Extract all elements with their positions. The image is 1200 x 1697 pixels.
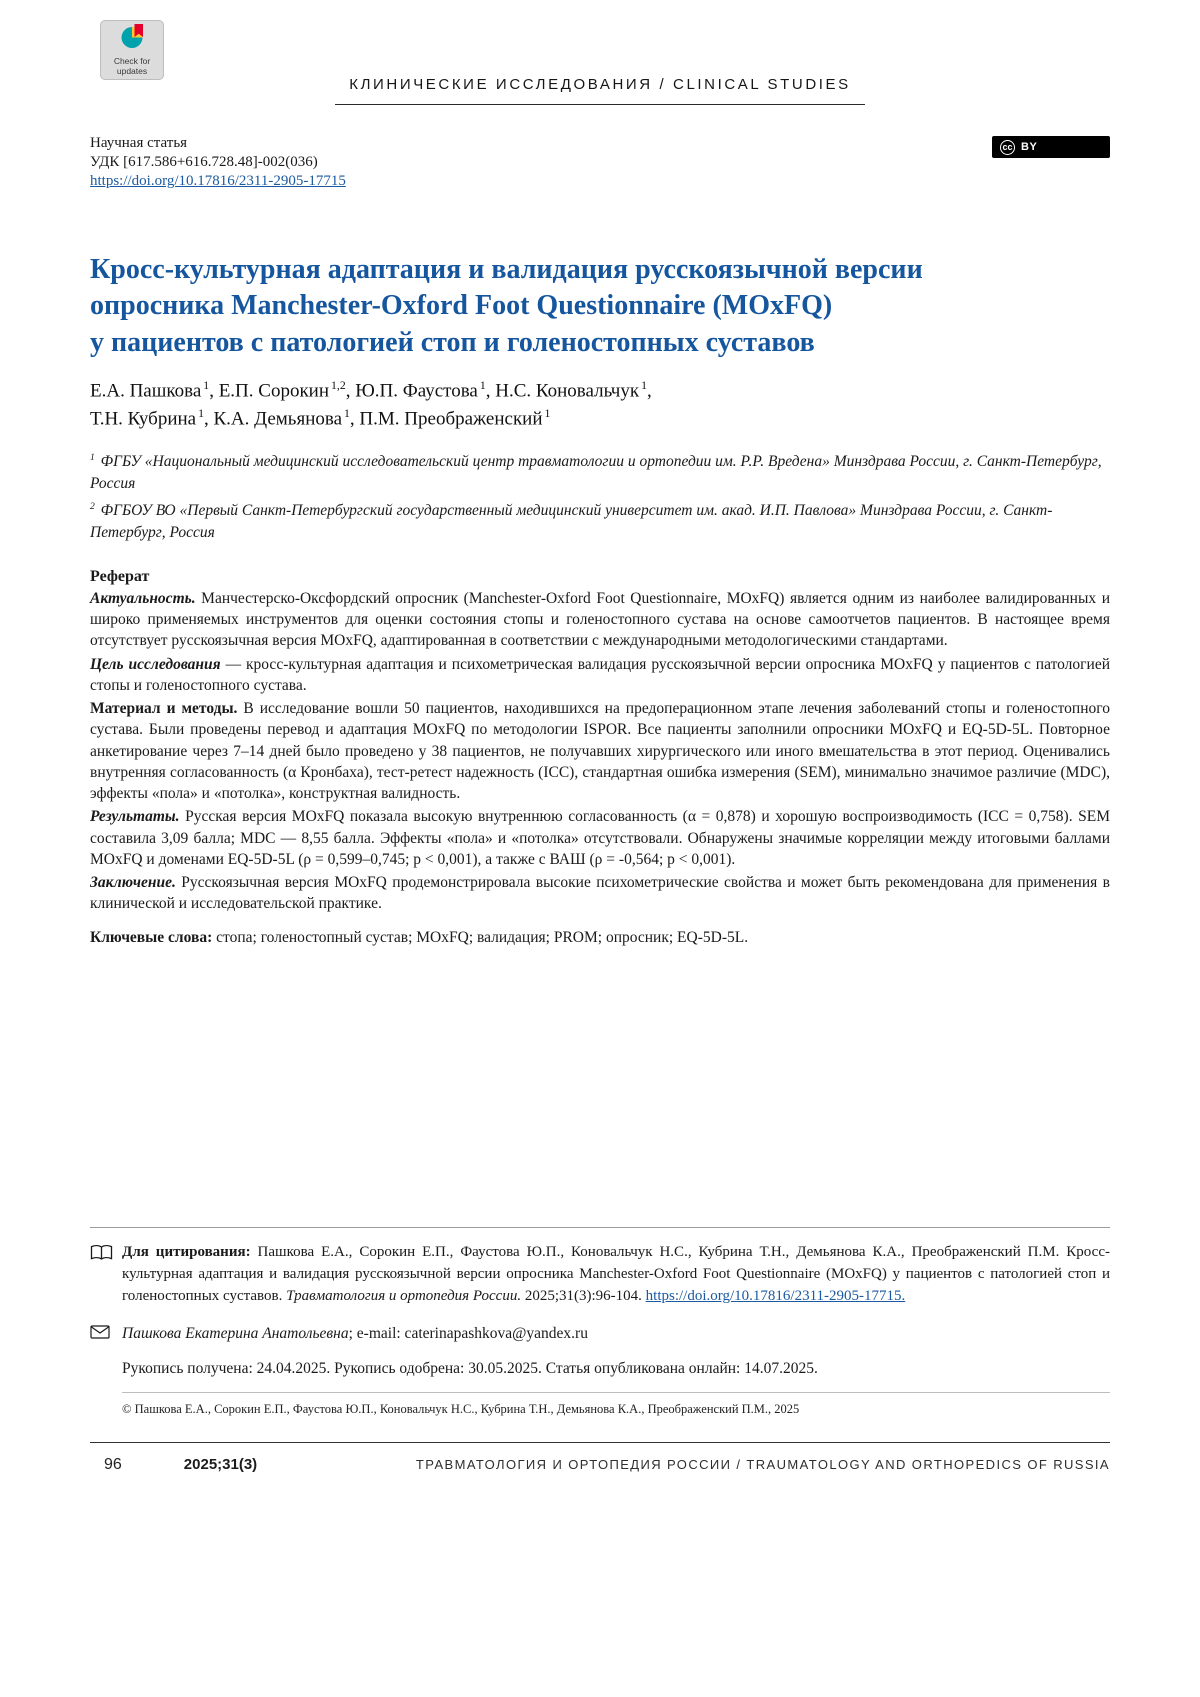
title-line: Кросс-культурная адаптация и валидация русскоязычной версии bbox=[90, 254, 923, 285]
contact-email-text: ; e-mail: caterinapashkova@yandex.ru bbox=[348, 1325, 588, 1343]
meta-row bbox=[90, 134, 1110, 192]
author-affiliation-sup: 1 bbox=[479, 379, 486, 393]
article-title bbox=[90, 252, 1110, 361]
author-name: Т.Н. Кубрина bbox=[90, 408, 197, 430]
check-for-updates-label: Check for updates bbox=[113, 55, 151, 76]
author-name: Е.А. Пашкова bbox=[90, 380, 202, 402]
doi-link[interactable]: https://doi.org/10.17816/2311-2905-17715 bbox=[90, 173, 346, 190]
check-for-updates-badge[interactable] bbox=[100, 20, 164, 80]
cc-icon: cc bbox=[1000, 140, 1015, 155]
abstract-paragraph-results: Результаты. Русская версия MOxFQ показала высокую внутреннюю согласованность (α = 0,878) и хорошую воспроизводимость (ICC = 0,758). SEM составила 3,09 балла; MDC — 8,55 балла. Эффекты «пола» и «потолка» отсутствовали. Обнаружены значимые корреляции между итоговыми баллами MOxFQ и доменами EQ-5D-5L (ρ = 0,599–0,745; p < 0,001), а также с ВАШ (ρ = -0,564; p < 0,001). bbox=[90, 808, 1111, 868]
envelope-icon bbox=[90, 1323, 122, 1344]
citation-doi-link[interactable]: https://doi.org/10.17816/2311-2905-17715. bbox=[645, 1287, 906, 1304]
footer-journal-title: ТРАВМАТОЛОГИЯ И ОРТОПЕДИЯ РОССИИ / TRAUMATOLOGY AND ORTHOPEDICS OF RUSSIA bbox=[415, 1457, 1110, 1472]
abstract-heading: Реферат bbox=[90, 567, 150, 585]
copyright-line: © Пашкова Е.А., Сорокин Е.П., Фаустова Ю.П., Коновальчук Н.С., Кубрина Т.Н., Демьянова К.А., Преображенский П.М., 2025 bbox=[122, 1392, 1110, 1417]
keywords-line: Ключевые слова: стопа; голеностопный сустав; MOxFQ; валидация; PROM; опросник; EQ-5D-5L. bbox=[90, 928, 749, 946]
author-name: Ю.П. Фаустова bbox=[355, 380, 478, 402]
author-affiliation-sup: 1 bbox=[641, 379, 647, 393]
abstract-paragraph-background: Актуальность. Манчестерско-Оксфордский опросник (Manchester-Oxford Foot Questionnaire, MOxFQ) является одним из наиболее валидированных и широко применяемых инструментов для оценки состояния стопы и голеностопного сустава на основе самоотчетов пациентов. В настоящее время отсутствует русскоязычная версия MOxFQ, адаптированная в соответствии с международными методологическими стандартами. bbox=[90, 589, 1111, 650]
author-name: К.А. Демьянова bbox=[213, 408, 343, 430]
affiliation-item: $^2$ ФГБОУ ВО «Первый Санкт-Петербургский государственный медицинский университет им. акад. И.П. Павлова» Минздрава России, г. Санкт-Петербург, Россия bbox=[90, 501, 1053, 542]
book-icon bbox=[90, 1242, 122, 1266]
author-affiliation-sup: 1 bbox=[198, 407, 204, 421]
article-main bbox=[90, 252, 1110, 948]
author-name: Е.П. Сорокин bbox=[218, 380, 330, 402]
author-affiliation-sup: 1 bbox=[344, 407, 350, 421]
header-band: КЛИНИЧЕСКИЕ ИССЛЕДОВАНИЯ / CLINICAL STUDIES bbox=[335, 76, 865, 105]
corresponding-author-name: Пашкова Екатерина Анатольевна bbox=[122, 1325, 349, 1343]
citation-text: Для цитирования: Пашкова Е.А., Сорокин Е.П., Фаустова Ю.П., Коновальчук Н.С., Кубрина Т.Н., Демьянова К.А., Преображенский П.М. Кросс-культурная адаптация и валидация русскоязычной версии опросника Manchester-Oxford Foot Questionnaire (MOxFQ) у пациентов с патологией стоп и голеностопных суставов. Травматология и ортопедия России. 2025;31(3):96-104. https://doi.org/10.17816/2311-2905-17715. bbox=[122, 1244, 1110, 1304]
journal-name: Травматология и ортопедия России. bbox=[286, 1287, 522, 1304]
footer-page-number: 96 bbox=[104, 1456, 122, 1473]
citation-label: Для цитирования: bbox=[122, 1244, 251, 1260]
author-name: П.М. Преображенский bbox=[359, 408, 543, 430]
citation-section bbox=[90, 1227, 1110, 1417]
article-type-label: Научная статья bbox=[90, 135, 188, 151]
title-line: у пациентов с патологией стоп и голеностопных суставов bbox=[90, 326, 815, 358]
footer-issue: 2025;31(3) bbox=[183, 1456, 258, 1473]
udc-code: УДК [617.586+616.728.48]-002(036) bbox=[90, 154, 318, 171]
crossmark-logo-icon bbox=[119, 24, 145, 55]
affiliation-item: $^1$ ФГБУ «Национальный медицинский исследовательский центр травматологии и ортопедии им. Р.Р. Вредена» Минздрава России, г. Санкт-Петербург, Россия bbox=[90, 451, 1102, 492]
abstract-paragraph-aim: Цель исследования — кросс-культурная адаптация и психометрическая валидация русскоязычной версии опросника MOxFQ у пациентов с патологией стопы и голеностопного сустава. bbox=[90, 655, 1110, 694]
contact-line bbox=[90, 1323, 1110, 1345]
abstract-paragraph-methods: Материал и методы. В исследование вошли 50 пациентов, находившихся на предоперационном этапе лечения заболеваний стопы и голеностопного сустава. Были проведены перевод и адаптация MOxFQ по методологии ISPOR. Все пациенты заполнили опросники MOxFQ и EQ-5D-5L. Повторное анкетирование через 7–14 дней было проведено у 38 пациентов, не получавших хирургического или иного вмешательства в этот период. Оценивались внутренняя согласованность (α Кронбаха), тест-ретест надежность (ICC), стандартная ошибка измерения (SEM), минимально значимое различие (MDC), эффекты «пола» и «потолка», конструктная валидность. bbox=[90, 700, 1110, 803]
abstract-paragraph-conclusion: Заключение. Русскоязычная версия MOxFQ продемонстрировала высокие психометрические свойства и может быть рекомендована для применения в клинической и исследовательской практике. bbox=[90, 874, 1110, 913]
title-line: опросника Manchester-Oxford Foot Questionnaire (MOxFQ) bbox=[90, 290, 833, 322]
cc-by-license-badge[interactable] bbox=[992, 136, 1110, 158]
author-name: Н.С. Коновальчук bbox=[495, 380, 640, 402]
authors-line: Е.А. Пашкова $^1$, Е.П. Сорокин $^{1,2}$, Ю.П. Фаустова $^1$, Н.С. Коновальчук $^1$, Т.Н. Кубрина $^1$, К.А. Демьянова $^1$, П.М. Преображенский $^1$ bbox=[90, 379, 652, 430]
author-affiliation-sup: 1 bbox=[203, 379, 210, 393]
cc-by-label: BY bbox=[1021, 141, 1038, 153]
page-footer bbox=[90, 1442, 1110, 1474]
affiliations bbox=[90, 451, 1110, 544]
author-affiliation-sup: 1,2 bbox=[331, 379, 346, 393]
dates-line: Рукопись получена: 24.04.2025. Рукопись одобрена: 30.05.2025. Статья опубликована онлайн: 14.07.2025. bbox=[122, 1359, 818, 1377]
author-affiliation-sup: 1 bbox=[544, 407, 551, 421]
